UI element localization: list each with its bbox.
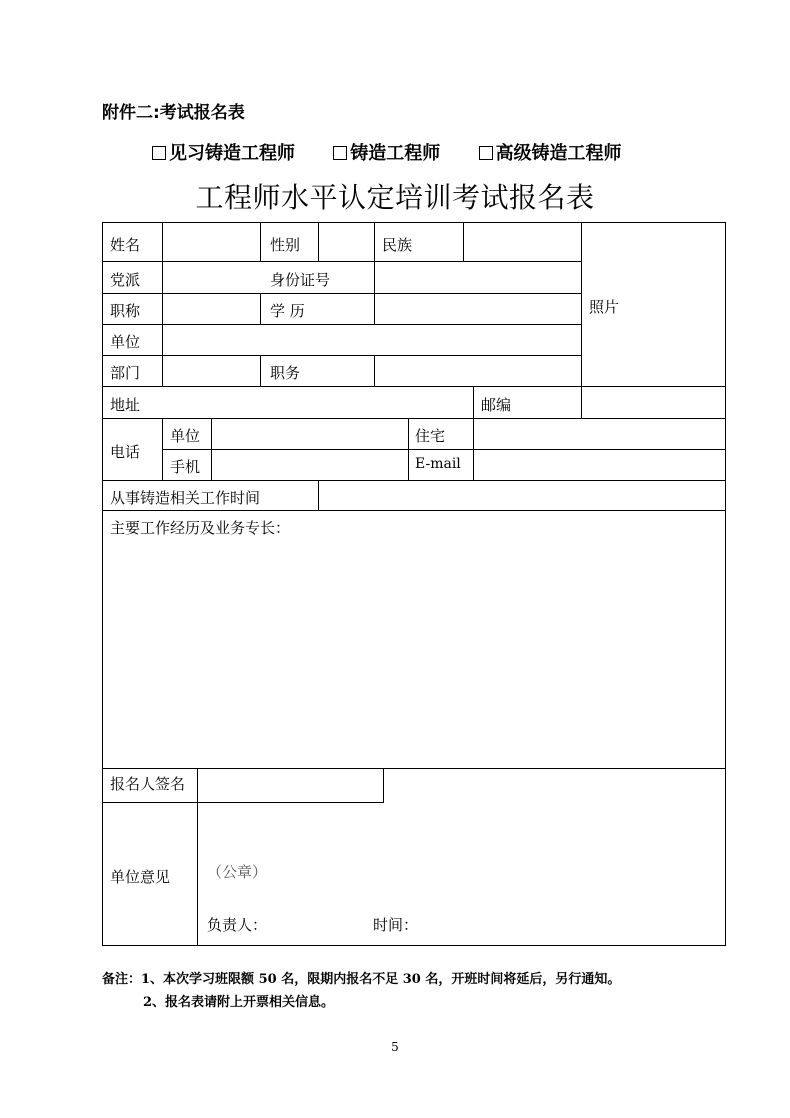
id-number-field[interactable] <box>375 262 581 293</box>
notes <box>102 968 620 1014</box>
employer-field[interactable] <box>163 325 581 355</box>
employer-opinion-field[interactable] <box>198 803 725 945</box>
signature-field[interactable] <box>198 769 383 802</box>
label-phone-mobile: 手机 <box>170 458 201 476</box>
level-label: 见习铸造工程师 <box>169 143 295 164</box>
label-position: 职务 <box>270 364 301 382</box>
title-field[interactable] <box>163 294 260 324</box>
label-postcode: 邮编 <box>481 396 512 414</box>
experience-field[interactable] <box>103 540 725 768</box>
label-education: 学 历 <box>270 302 305 320</box>
position-field[interactable] <box>375 356 581 386</box>
party-field[interactable] <box>163 262 260 293</box>
name-field[interactable] <box>163 223 260 261</box>
ethnicity-field[interactable] <box>464 223 581 261</box>
label-email: E-mail <box>415 456 461 472</box>
phone-home-field[interactable] <box>474 419 725 449</box>
label-employer: 单位 <box>110 333 141 351</box>
note-line-1: 备注：1、本次学习班限额 50 名，限期内报名不足 30 名，开班时间将延后，另行通知。 <box>102 972 621 987</box>
level-label: 铸造工程师 <box>350 143 441 164</box>
main-title: 工程师水平认定培训考试报名表 <box>195 181 595 214</box>
label-department: 部门 <box>110 364 141 382</box>
phone-mobile-field[interactable] <box>212 450 408 480</box>
label-photo: 照片 <box>589 298 620 316</box>
label-phone-home: 住宅 <box>415 427 446 445</box>
phone-work-field[interactable] <box>212 419 408 449</box>
years-casting-field[interactable] <box>319 481 725 510</box>
department-field[interactable] <box>163 356 260 386</box>
label-employer-opinion: 单位意见 <box>110 868 171 886</box>
label-years-casting: 从事铸造相关工作时间 <box>110 489 261 507</box>
level-label: 高级铸造工程师 <box>495 143 622 164</box>
label-ethnicity: 民族 <box>382 236 413 254</box>
label-experience: 主要工作经历及业务专长： <box>110 519 291 537</box>
page-number: 5 <box>391 1040 399 1054</box>
label-signature: 报名人签名 <box>110 775 186 793</box>
address-field[interactable] <box>163 387 473 418</box>
label-id-number: 身份证号 <box>270 271 331 289</box>
label-address: 地址 <box>110 396 141 414</box>
label-phone-work: 单位 <box>170 427 201 445</box>
label-party: 党派 <box>110 271 141 289</box>
gender-field[interactable] <box>319 223 374 261</box>
label-time: 时间： <box>373 916 419 934</box>
attachment-title: 附件二:考试报名表 <box>102 103 245 123</box>
label-responsible: 负责人： <box>207 916 268 934</box>
postcode-field[interactable] <box>582 387 725 418</box>
email-field[interactable] <box>474 450 725 480</box>
note-line-2: 2、报名表请附上开票相关信息。 <box>143 995 335 1010</box>
label-phone: 电话 <box>110 443 141 461</box>
label-title: 职称 <box>110 302 141 320</box>
label-gender: 性别 <box>270 236 301 254</box>
label-seal: （公章） <box>207 863 268 881</box>
education-field[interactable] <box>375 294 581 324</box>
label-name: 姓名 <box>110 236 141 254</box>
